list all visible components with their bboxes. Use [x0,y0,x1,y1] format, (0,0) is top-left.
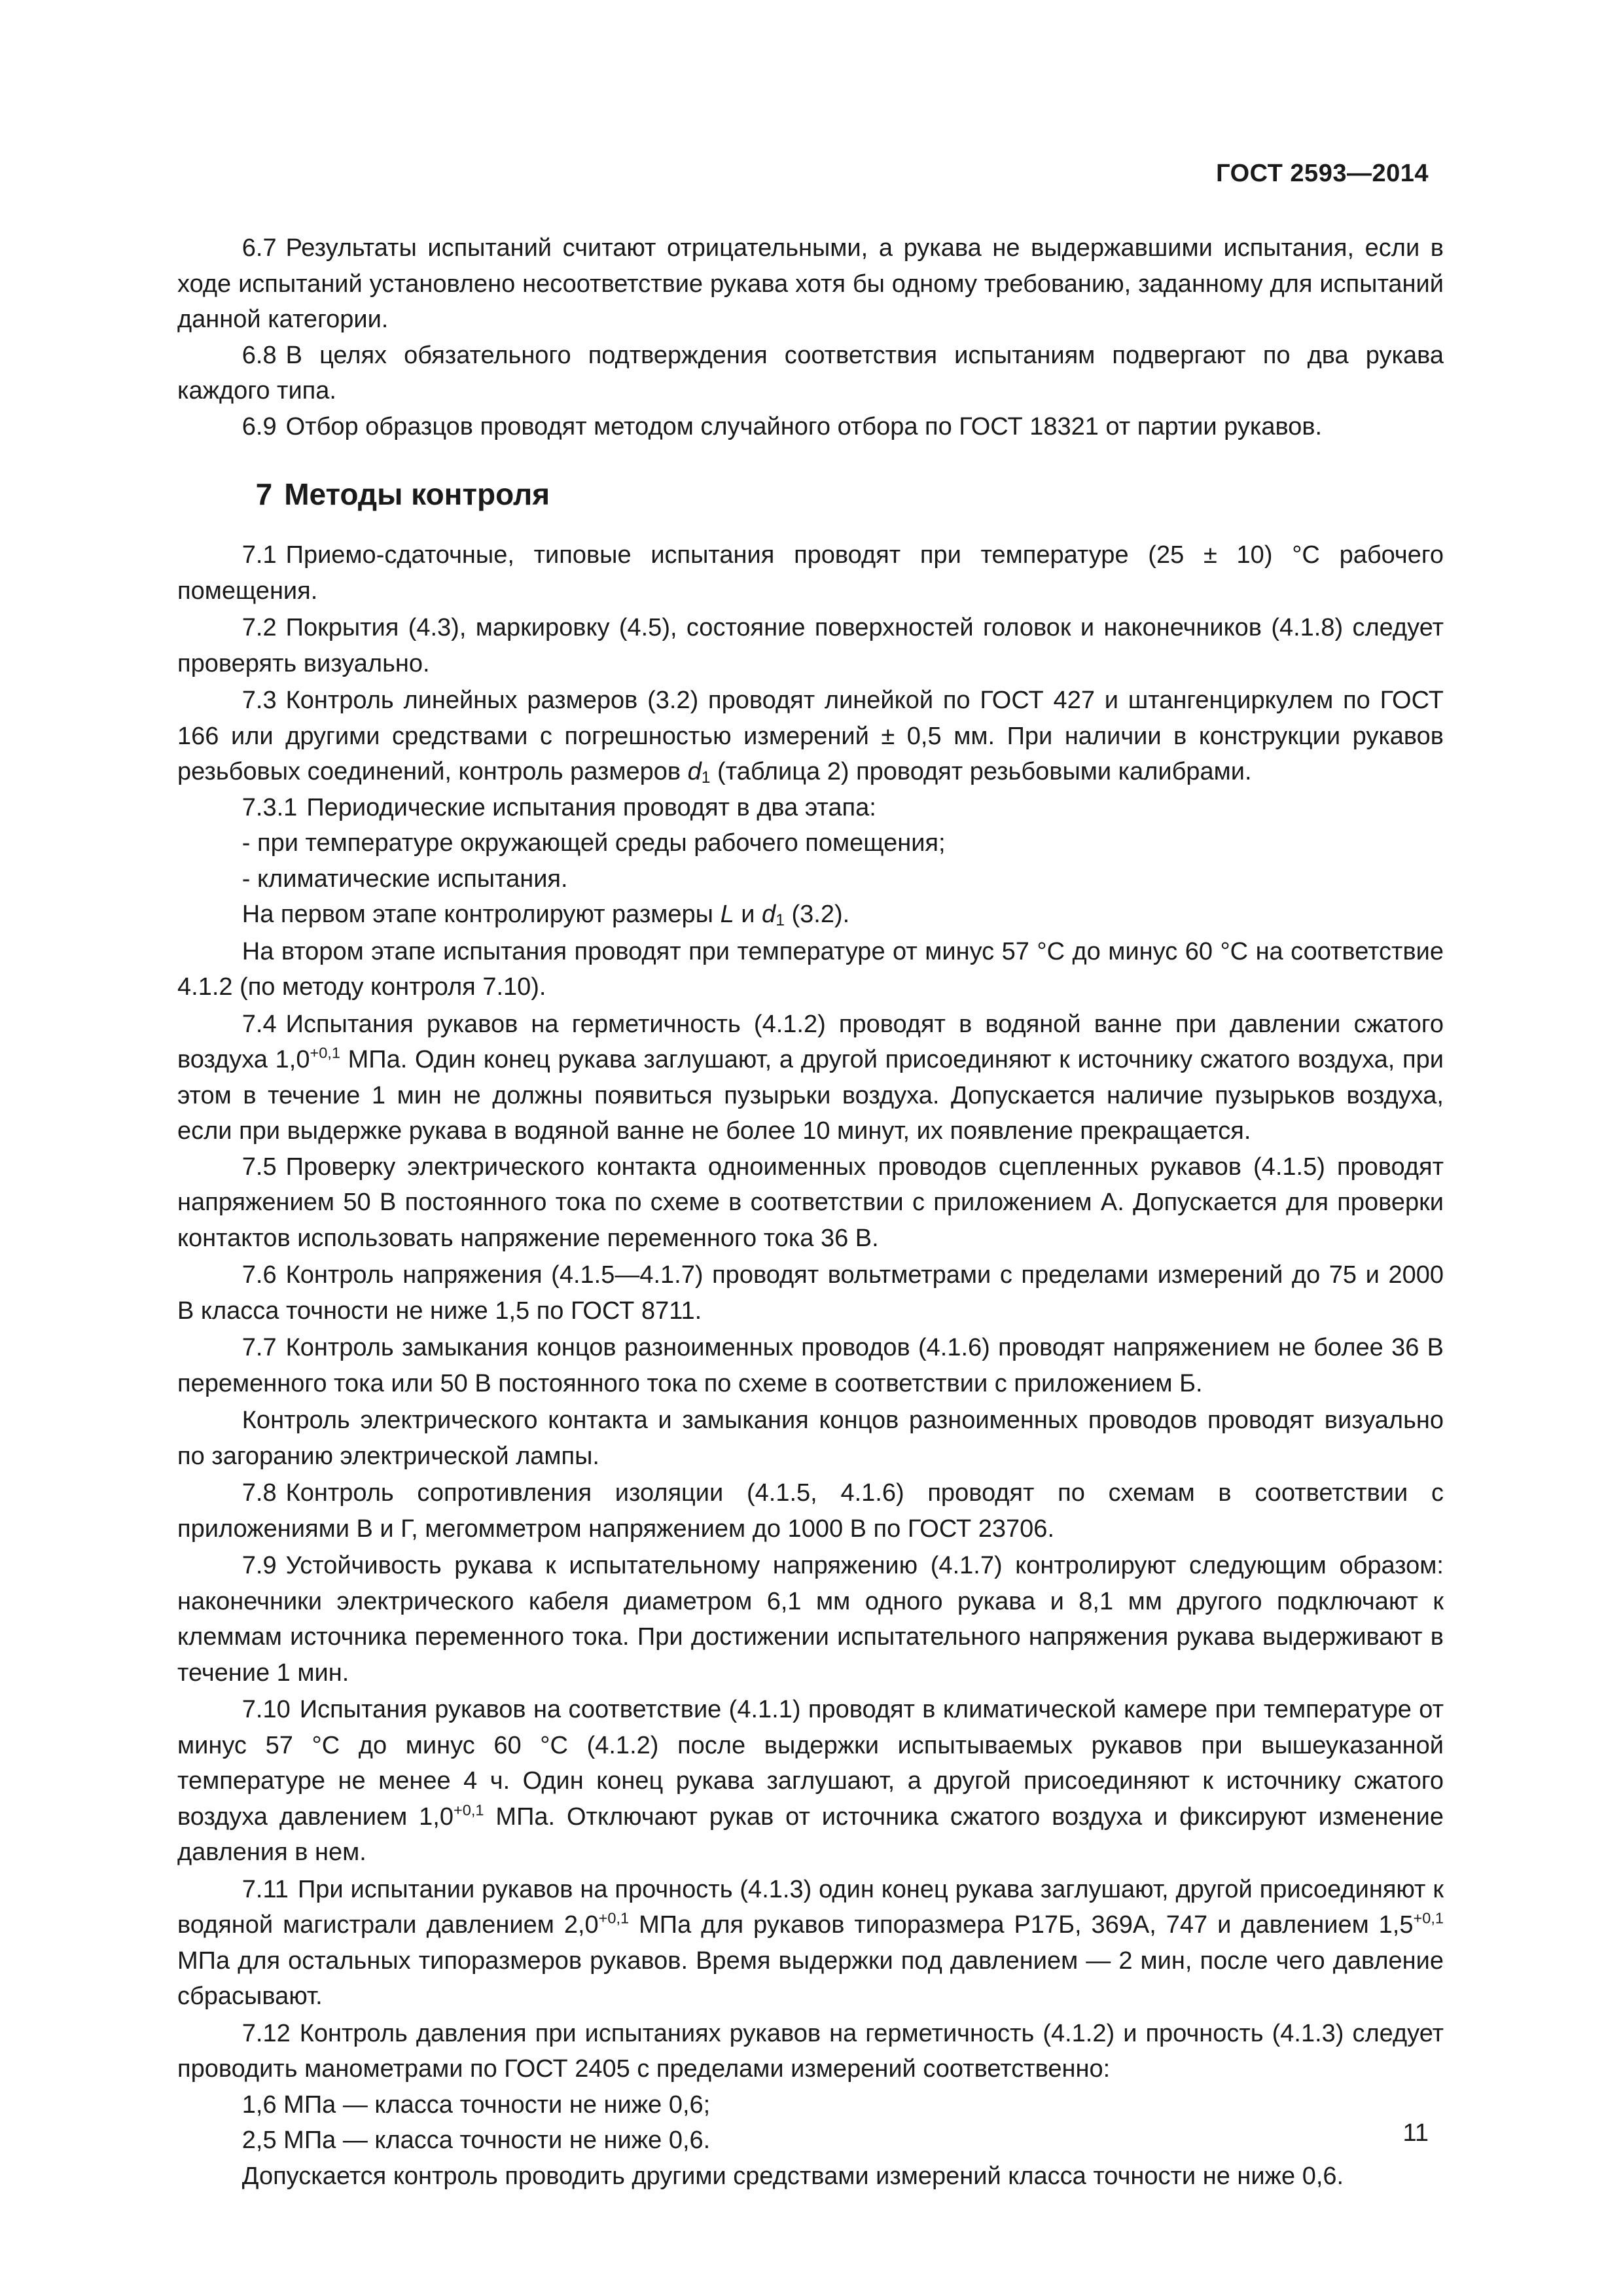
paragraph-first-stage [177,897,1444,933]
paragraph-7-7-visual [177,1403,1444,1474]
paragraph-text: Контроль замыкания концов разноименных проводов (4.1.6) проводят напряжением не более 36 В переменного тока или 50 В постоянного тока по схеме в соответствии с приложением Б. [177,1334,1444,1397]
paragraph-text: Покрытия (4.3), маркировку (4.5), состояние поверхностей головок и наконечников (4.1.8) следует проверять визуально. [177,614,1444,677]
paragraph-number: 7.7 [241,1334,277,1361]
paragraph-second-stage [177,934,1444,1005]
paragraph-text: Контроль давления при испытаниях рукавов на герметичность (4.1.2) и прочность (4.1.3) следует проводить манометрами по ГОСТ 2405 с пределами измерений соответственно: [177,2019,1444,2083]
document-code-header: ГОСТ 2593—2014 [1216,160,1429,187]
paragraph-number: 7.2 [241,614,277,641]
variable-d: d [762,901,776,928]
paragraph-number: 7.10 [241,1696,291,1723]
section-title-text: Методы контроля [284,477,550,511]
paragraph-text: Контроль линейных размеров (3.2) проводят линейкой по ГОСТ 427 и штангенциркулем по ГОСТ 166 или другими средствами с погрешностью измерений ± 0,5 мм. При наличии в конструкции рукавов резьбовых соединений, контроль размеров [177,687,1444,785]
paragraph-7-4 [177,1007,1444,1149]
paragraph-text: Контроль сопротивления изоляции (4.1.5, 4.1.6) проводят по схемам в соответствии с приложениями В и Г, мегомметром напряжением до 1000 В по ГОСТ 23706. [177,1479,1444,1543]
list-item: 1,6 МПа — класса точности не ниже 0,6; [241,2090,711,2119]
paragraph-text: Отбор образцов проводят методом случайного отбора по ГОСТ 18321 от партии рукавов. [285,412,1323,440]
paragraph-text: Приемо-сдаточные, типовые испытания проводят при температуре (25 ± 10) °С рабочего помещения. [177,541,1444,605]
variable-l: L [720,901,734,928]
paragraph-7-2 [177,610,1444,681]
paragraph-number: 7.3.1 [241,793,298,821]
paragraph-number: 6.9 [241,412,277,440]
document-body [177,230,1444,2194]
paragraph-text: На первом этапе контролируют размеры [241,901,721,928]
paragraph-text: и [734,901,762,928]
paragraph-7-9 [177,1548,1444,1691]
paragraph-text: МПа. Один конец рукава заглушают, а другой присоединяют к источнику сжатого воздуха, при этом в течение 1 мин не должны появиться пузырьки воздуха. Допускается наличие пузырьков воздуха, если при выдержке рукава в водяной ванне не более 10 минут, их появление прекращается. [177,1046,1444,1145]
section-heading [177,475,1444,514]
paragraph-text: На втором этапе испытания проводят при температуре от минус 57 °С до минус 60 °С на соответствие 4.1.2 (по методу контроля 7.10). [177,937,1444,1001]
paragraph-number: 7.8 [241,1479,277,1507]
paragraph-7-3 [177,683,1444,790]
paragraph-text: В целях обязательного подтверждения соответствия испытаниям подвергают по два рукава каждого типа. [177,341,1444,404]
superscript: +0,1 [598,1909,630,1927]
variable-d: d [687,758,702,785]
paragraph-number: 7.11 [241,1875,289,1903]
paragraph-7-3-1 [177,790,1444,826]
paragraph-6-7 [177,230,1444,338]
paragraph-text: МПа для остальных типоразмеров рукавов. Время выдержки под давлением — 2 мин, после чего давление сбрасывают. [177,1946,1444,2010]
paragraph-number: 7.6 [241,1261,277,1289]
paragraph-7-8 [177,1475,1444,1547]
paragraph-text: Контроль электрического контакта и замыкания концов разноименных проводов проводят визуально по загоранию электрической лампы. [177,1407,1444,1470]
paragraph-7-11 [177,1872,1444,2015]
paragraph-text: Проверку электрического контакта одноименных проводов сцепленных рукавов (4.1.5) проводят напряжением 50 В постоянного тока по схеме в соответствии с приложением А. Допускается для проверки контактов использовать напряжение переменного тока 36 В. [177,1153,1444,1252]
paragraph-text: При испытании рукавов на прочность (4.1.3) один конец рукава заглушают, другой присоединяют к водяной магистрали давлением 2,0 [177,1875,1444,1939]
paragraph-text: Испытания рукавов на соответствие (4.1.1) проводят в климатической камере при температуре от минус 57 °С до минус 60 °С (4.1.2) после выдержки испытываемых рукавов при вышеуказанной температуре не менее 4 ч. Один конец рукава заглушают, а другой присоединяют к источнику сжатого воздуха давлением 1,0 [177,1696,1444,1831]
paragraph-number: 6.7 [241,234,277,262]
paragraph-number: 7.3 [241,687,277,714]
superscript: +0,1 [310,1044,340,1062]
paragraph-6-9 [177,409,1444,445]
paragraph-7-5 [177,1149,1444,1257]
subscript: 1 [701,768,711,787]
paragraph-7-1 [177,537,1444,609]
paragraph-text: Испытания рукавов на герметичность (4.1.2) проводят в водяной ванне при давлении сжатого воздуха 1,0 [177,1010,1444,1073]
section-number: 7 [255,477,273,511]
paragraph-text: МПа для рукавов типоразмера Р17Б, 369А, 747 и давлением 1,5 [629,1911,1414,1939]
paragraph-final [177,2159,1444,2195]
paragraph-number: 6.8 [241,341,277,369]
paragraph-number: 7.12 [241,2019,291,2047]
paragraph-6-8 [177,338,1444,409]
paragraph-text: Допускается контроль проводить другими средствами измерений класса точности не ниже 0,6. [241,2162,1344,2190]
paragraph-text: Устойчивость рукава к испытательному напряжению (4.1.7) контролируют следующим образом: наконечники электрического кабеля диаметром 6,1 мм одного рукава и 8,1 мм другого подключают к клеммам источника переменного тока. При достижении испытательного напряжения рукава выдерживают в течение 1 мин. [177,1552,1444,1687]
paragraph-7-10 [177,1692,1444,1871]
paragraph-text: (таблица 2) проводят резьбовыми калибрами. [710,758,1252,785]
paragraph-text: Контроль напряжения (4.1.5—4.1.7) проводят вольтметрами с пределами измерений до 75 и 2000 В класса точности не ниже 1,5 по ГОСТ 8711. [177,1261,1444,1325]
paragraph-7-12 [177,2016,1444,2087]
paragraph-number: 7.4 [241,1010,277,1038]
superscript: +0,1 [1413,1909,1444,1927]
subscript: 1 [776,911,785,929]
list-item: - при температуре окружающей среды рабочего помещения; [241,829,946,857]
superscript: +0,1 [454,1801,484,1818]
page-number: 11 [1402,2119,1429,2147]
paragraph-number: 7.1 [241,541,277,569]
paragraph-text: (3.2). [784,901,850,928]
list-item: - климатические испытания. [241,865,568,893]
paragraph-number: 7.5 [241,1153,277,1181]
paragraph-text: Результаты испытаний считают отрицательными, а рукава не выдержавшими испытания, если в ходе испытаний установлено несоответствие рукава хотя бы одному требованию, заданному для испытаний данной категории. [177,234,1444,333]
paragraph-7-6 [177,1257,1444,1329]
paragraph-number: 7.9 [241,1552,277,1579]
paragraph-text: Периодические испытания проводят в два этапа: [306,793,876,821]
list-item: 2,5 МПа — класса точности не ниже 0,6. [241,2126,711,2154]
paragraph-text: МПа. Отключают рукав от источника сжатого воздуха и фиксируют изменение давления в нем. [177,1803,1444,1866]
paragraph-7-7 [177,1330,1444,1401]
